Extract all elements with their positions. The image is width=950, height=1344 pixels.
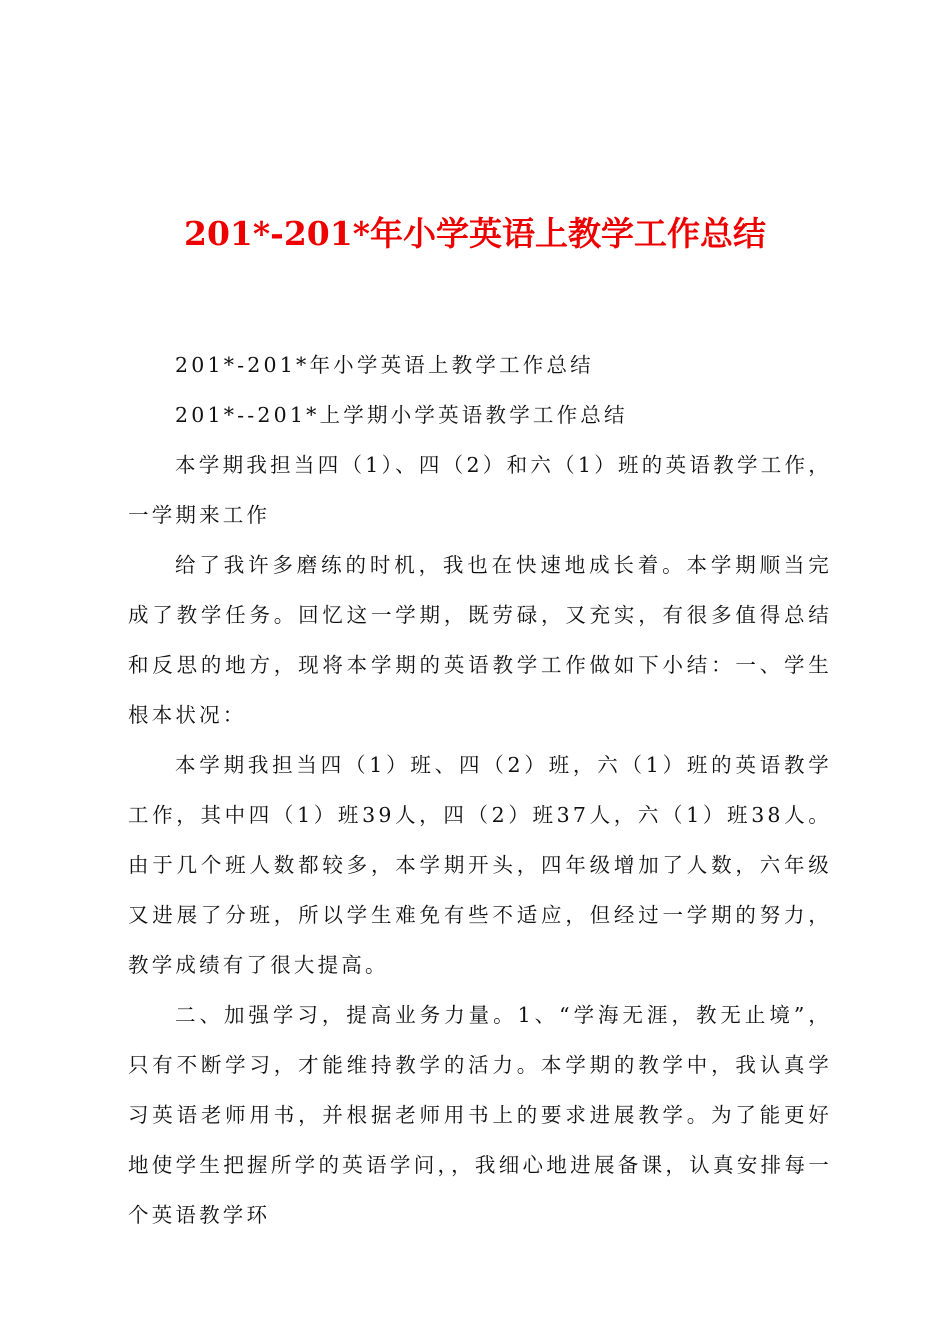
body-line-heading: 201*-201*年小学英语上教学工作总结 [175,353,594,377]
paragraph-study: 二、加强学习，提高业务力量。1、“学海无涯，教无止境”，只有不断学习，才能维持教学的活力。本学期的教学中，我认真学习英语老师用书，并根据老师用书上的要求进展教学。为了能更好地使学生把握所学的英语学问，，我细心地进展备课，认真安排每一个英语教学环 [128,1003,832,1227]
paragraph-students: 本学期我担当四（1）班、四（2）班，六（1）班的英语教学工作，其中四（1）班39人，四（2）班37人，六（1）班38人。由于几个班人数都较多，本学期开头，四年级增加了人数，六年级又进展了分班，所以学生难免有些不适应，但经过一学期的努力，教学成绩有了很大提高。 [128,753,832,977]
document-body [128,340,832,1240]
body-line-subheading: 201*--201*上学期小学英语教学工作总结 [175,403,628,427]
paragraph-intro: 本学期我担当四（1）、四（2）和六（1）班的英语教学工作，一学期来工作 [128,453,832,527]
paragraph-overview: 给了我许多磨练的时机，我也在快速地成长着。本学期顺当完成了教学任务。回忆这一学期，既劳碌，又充实，有很多值得总结和反思的地方，现将本学期的英语教学工作做如下小结：一、学生根本状况： [128,553,832,727]
document-title: 201*-201*年小学英语上教学工作总结 [184,214,766,253]
